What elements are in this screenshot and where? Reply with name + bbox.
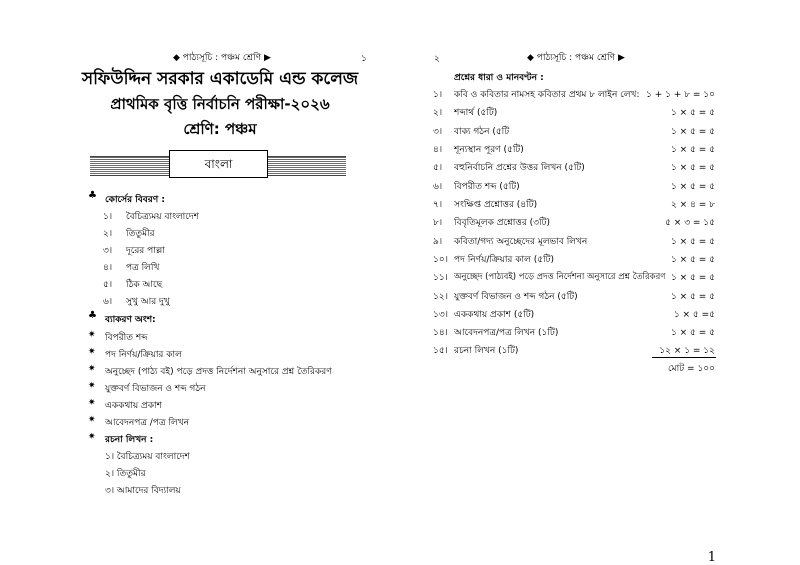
grammar-item: আবেদনপত্র /পত্র লিখন: [105, 418, 189, 428]
row-number: ১০।: [433, 255, 448, 265]
row-marks: ১ × ৫ = ৫: [670, 273, 715, 283]
subject-title: বাংলা: [169, 150, 268, 178]
course-item-number: ৫।: [103, 280, 113, 290]
total-rule: [652, 357, 716, 358]
row-marks: ১ × ৫ = ৫: [670, 328, 715, 338]
right-page-number: ২: [434, 54, 440, 64]
row-text: আবেদনপত্র/পত্র লিখন (১টি): [454, 328, 559, 338]
club-bullet-icon: ♣: [88, 190, 97, 201]
grammar-item: এককথায় প্রকাশ: [105, 401, 162, 411]
composition-item: ২। তিতুমীর: [105, 469, 146, 479]
row-marks: ১২ × ১ = ১২: [659, 346, 715, 356]
course-item-number: ১।: [103, 212, 113, 222]
row-text: বহুনির্বাচনি প্রশ্নের উত্তর লিখন (৫টি): [454, 163, 585, 173]
course-item: পত্র লিখি: [126, 263, 160, 273]
left-page-number: ১: [361, 54, 367, 64]
right-page-header: ◆ পাঠ্যসূচি : পঞ্চম শ্রেণি ▶: [527, 53, 625, 63]
star-bullet-icon: ✷: [88, 432, 96, 442]
composition-heading: রচনা লিখন :: [105, 435, 154, 445]
row-text: কবিতা/গদ্য অনুচ্ছেদের মূলভাব লিখন: [454, 237, 588, 247]
row-text: অনুচ্ছেদ (পাঠ্যবই) পড়ে প্রদত্ত নির্দেশনা অনুসারে প্রশ্ন তৈরিকরণ: [454, 272, 666, 282]
marks-distribution-heading: প্রশ্নের ধারা ও মানবণ্টন :: [454, 73, 544, 83]
row-marks: ১ × ৫ = ৫: [670, 145, 715, 155]
grammar-item: পদ নির্ণয়/ক্রিয়ার কাল: [105, 350, 182, 360]
class-label: শ্রেণি: পঞ্চম: [183, 120, 257, 138]
row-text: সংক্ষিপ্ত প্রশ্নোত্তর (৪টি): [454, 200, 538, 210]
star-bullet-icon: ✷: [88, 347, 96, 357]
course-item: ঠিক আছে: [126, 280, 163, 290]
course-heading: কোর্সের বিবরণ :: [105, 195, 165, 205]
row-number: ৩।: [433, 127, 443, 137]
row-marks: ১ + ১ + ৮ = ১০: [646, 90, 715, 100]
row-marks: ১ × ৫ = ৫: [670, 292, 715, 302]
left-page-header: ◆ পাঠ্যসূচি : পঞ্চম শ্রেণি ▶: [173, 53, 271, 63]
row-number: ১।: [433, 90, 443, 100]
total-marks: মোট = ১০০: [668, 364, 715, 374]
row-marks: ৫ × ৩ = ১৫: [665, 218, 715, 228]
star-bullet-icon: ✷: [88, 381, 96, 391]
course-item-number: ২।: [103, 229, 113, 239]
row-text: এককথায় প্রকাশ (৫টি): [454, 310, 535, 320]
row-number: ১১।: [433, 273, 448, 283]
composition-item: ১। বৈচিত্র্যময় বাংলাদেশ: [105, 452, 190, 462]
row-marks: ১ × ৫ = ৫: [670, 163, 715, 173]
row-marks: ২ × ৪ = ৮: [670, 200, 715, 210]
row-number: ৫।: [433, 163, 443, 173]
row-number: ৭।: [433, 200, 443, 210]
row-number: ১২।: [433, 292, 448, 302]
course-item-number: ৩।: [103, 246, 113, 256]
star-bullet-icon: ✷: [88, 364, 96, 374]
row-text: বিপরীত শব্দ (৫টি): [454, 182, 520, 192]
composition-item: ৩। আমাদের বিদ্যালয়: [105, 486, 181, 496]
course-item: দূরের পাল্লা: [126, 246, 165, 256]
star-bullet-icon: ✷: [88, 330, 96, 340]
club-bullet-icon: ♣: [88, 310, 97, 321]
row-text: পদ নির্ণয়/ক্রিয়ার কাল (৫টি): [454, 255, 555, 265]
row-text: কবি ও কবিতার নামসহ কবিতার প্রথম ৮ লাইন লেখ:: [454, 90, 640, 100]
row-text: শব্দার্থ (৫টি): [454, 108, 498, 118]
course-item: বৈচিত্র্যময় বাংলাদেশ: [126, 212, 199, 222]
course-item-number: ৬।: [103, 297, 113, 307]
star-bullet-icon: ✷: [88, 398, 96, 408]
grammar-item: অনুচ্ছেদ (পাঠ্য বই) পড়ে প্রদত্ত নির্দেশনা অনুসারে প্রশ্ন তৈরিকরণ: [105, 367, 332, 377]
row-number: ৯।: [433, 237, 443, 247]
row-marks: ১ × ৫ =৫: [673, 310, 715, 320]
grammar-item: যুক্তবর্ণ বিভাজন ও শব্দ গঠন: [105, 384, 206, 394]
row-text: রচনা লিখন (১টি): [454, 346, 519, 356]
row-text: শূন্যস্থান পূরণ (৫টি): [454, 145, 524, 155]
exam-title: প্রাথমিক বৃত্তি নির্বাচনি পরীক্ষা-২০২৬: [110, 95, 330, 113]
row-number: ২।: [433, 108, 443, 118]
grammar-item: বিপরীত শব্দ: [105, 333, 148, 343]
grammar-heading: ব্যাকরণ অংশ:: [105, 315, 156, 325]
row-marks: ১ × ৫ = ৫: [670, 182, 715, 192]
row-text: বিবৃতিমূলক প্রশ্নোত্তর (৩টি): [454, 218, 550, 228]
star-bullet-icon: ✷: [88, 415, 96, 425]
course-item: তিতুমীর: [126, 229, 155, 239]
row-marks: ১ × ৫ = ৫: [670, 255, 715, 265]
row-marks: ১ × ৫ = ৫: [670, 108, 715, 118]
row-number: ১৩।: [433, 310, 448, 320]
school-name: সফিউদ্দিন সরকার একাডেমি এন্ড কলেজ: [81, 69, 359, 89]
page-corner-number: 1: [707, 550, 716, 565]
row-marks: ১ × ৫ = ৫: [670, 237, 715, 247]
row-number: ৬।: [433, 182, 443, 192]
row-text: যুক্তবর্ণ বিভাজন ও শব্দ গঠন (৫টি): [454, 292, 578, 302]
row-number: ১৫।: [433, 346, 448, 356]
row-number: ৮।: [433, 218, 443, 228]
row-number: ১৪।: [433, 328, 448, 338]
row-number: ৪।: [433, 145, 443, 155]
row-marks: ১ × ৫ = ৫: [670, 127, 715, 137]
course-item: সুখু আর দুখু: [126, 297, 170, 307]
row-text: বাক্য গঠন (৫টি: [454, 127, 510, 137]
course-item-number: ৪।: [103, 263, 113, 273]
